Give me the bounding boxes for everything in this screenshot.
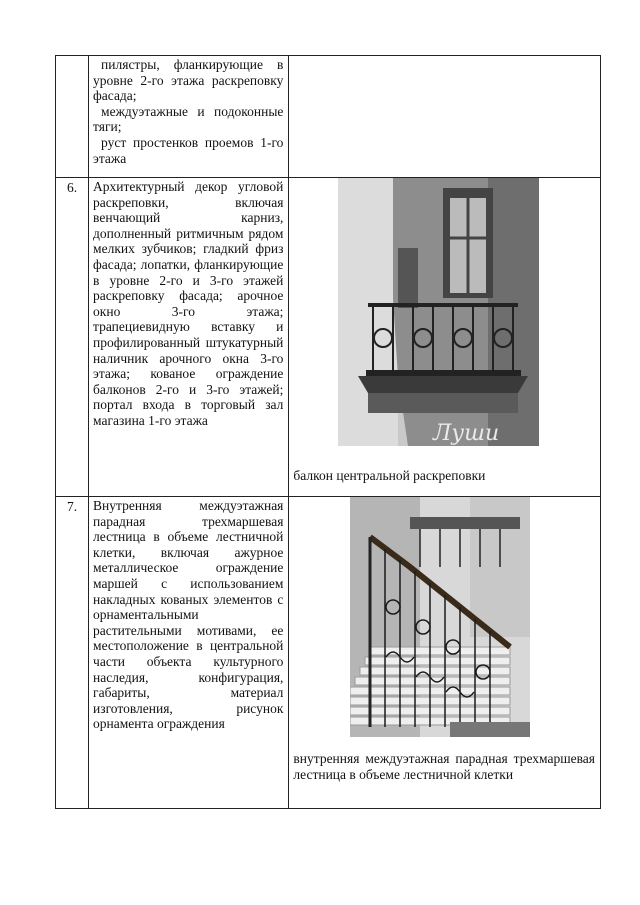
row-image-caption: внутренняя междуэтажная парадная трехмаршевая лестница в объеме лестничной клетки — [293, 751, 595, 782]
row-description-cell — [89, 497, 289, 809]
photo-sign-text: Луши — [433, 421, 500, 446]
balcony-photo — [338, 178, 539, 446]
description-text: Архитектурный декор угловой раскреповки, включая венчающий карниз, дополненный ритмичным рядом мелких зубчиков; гладкий фриз фасада; лопатки, фланкирующие в уровне 2-го и 3-го этажей раскреповку фасада; арочное окно 3-го этажа; трапециевидную вставку и профилированный штукатурный наличник арочного окна 3-го этажа; кованое ограждение балконов 2-го и 3-го этажей; портал входа в торговый зал магазина 1-го этажа — [93, 179, 284, 428]
description-text: Внутренняя междуэтажная парадная трехмаршевая лестница в объеме лестничной клетки, включая ажурное металлическое ограждение маршей с использованием накладных кованых элементов с орнаментальными растительными мотивами, ее местоположение в центральной части объекта культурного наследия, конфигурация, габариты, материал изготовления, рисунок орнамента ограждения — [93, 498, 284, 732]
row-number-cell — [56, 56, 89, 178]
table-row — [56, 56, 601, 178]
staircase-photo — [350, 497, 530, 737]
row-number-cell: 7. — [56, 497, 89, 809]
row-description-cell — [89, 178, 289, 497]
description-line: пилястры, фланкирующие в уровне 2-го этажа раскреповку фасада; — [93, 57, 284, 104]
row-image-caption: балкон центральной раскреповки — [293, 468, 486, 483]
row-number-cell: 6. — [56, 178, 89, 497]
row-image-cell — [289, 497, 601, 809]
row-image-cell — [289, 56, 601, 178]
description-line: руст простенков проемов 1-го этажа — [93, 134, 284, 166]
table-row — [56, 178, 601, 497]
row-description-cell — [89, 56, 289, 178]
description-line: междуэтажные и подоконные тяги; — [93, 103, 284, 135]
table-row — [56, 497, 601, 809]
row-image-cell — [289, 178, 601, 497]
heritage-elements-table — [55, 55, 601, 809]
